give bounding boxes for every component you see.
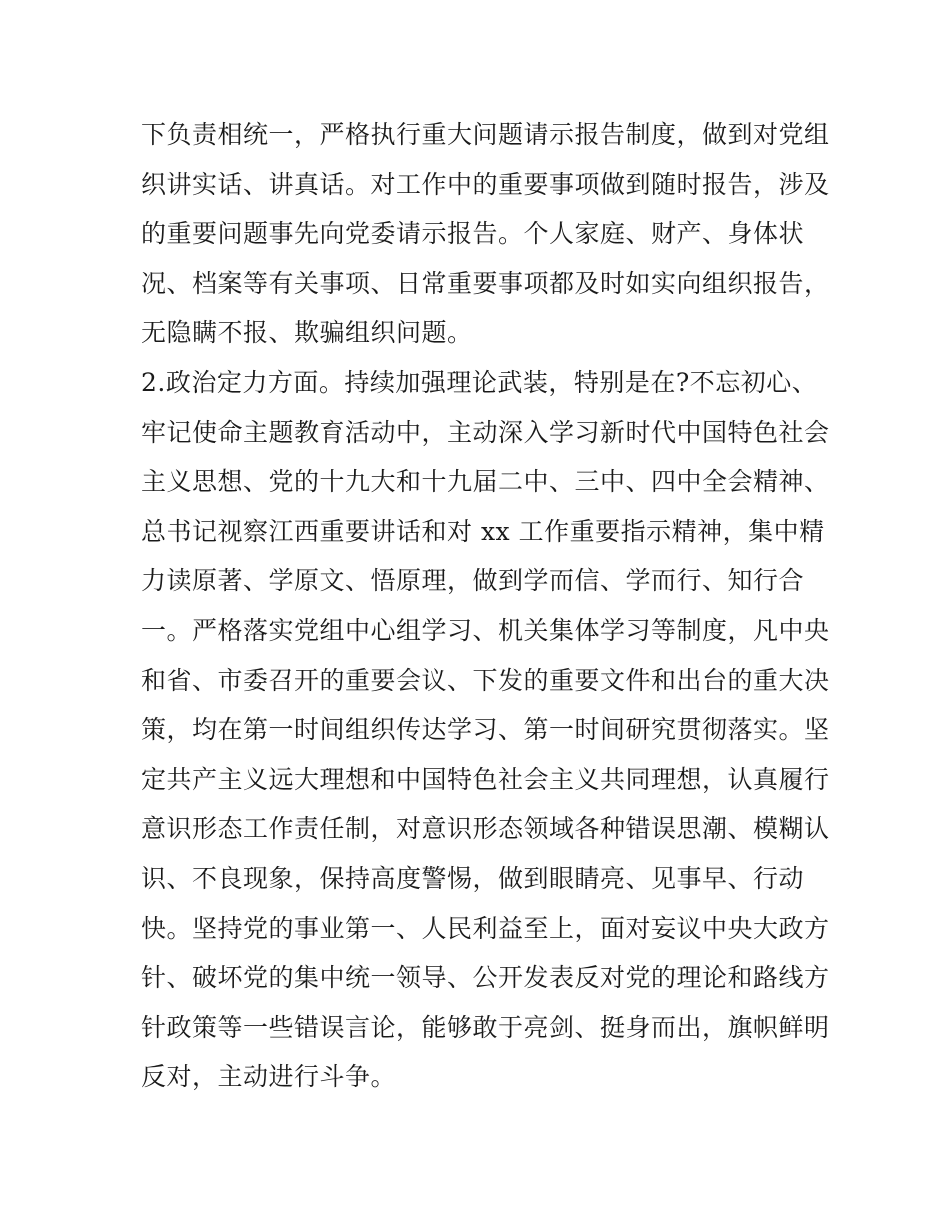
text-line-10: 力读原著、学原文、悟原理，做到学而信、学而行、知行合 xyxy=(141,566,805,596)
section-heading-line: 2.政治定力方面。持续加强理论武装，特别是在?不忘初心、 xyxy=(141,367,818,397)
text-line-13: 策，均在第一时间组织传达学习、第一时间研究贯彻落实。坚 xyxy=(141,715,830,745)
text-line-17: 快。坚持党的事业第一、人民利益至上，面对妄议中央大政方 xyxy=(141,913,830,943)
text-line-20: 反对，主动进行斗争。 xyxy=(141,1062,397,1092)
text-line-3: 的重要问题事先向党委请示报告。个人家庭、财产、身体状 xyxy=(141,219,805,249)
text-line-2: 织讲实话、讲真话。对工作中的重要事项做到随时报告，涉及 xyxy=(141,169,830,199)
text-line-14: 定共产主义远大理想和中国特色社会主义共同理想，认真履行 xyxy=(141,764,830,794)
text-line-1: 下负责相统一，严格执行重大问题请示报告制度，做到对党组 xyxy=(141,120,830,149)
text-line-19: 针政策等一些错误言论，能够敢于亮剑、挺身而出，旗帜鲜明 xyxy=(141,1012,830,1042)
text-line-4: 况、档案等有关事项、日常重要事项都及时如实向组织报告， xyxy=(141,268,830,298)
text-line-18: 针、破坏党的集中统一领导、公开发表反对党的理论和路线方 xyxy=(141,963,830,993)
text-line-5: 无隐瞒不报、欺骗组织问题。 xyxy=(141,318,473,348)
body-text xyxy=(141,110,830,1102)
text-line-7: 牢记使命主题教育活动中，主动深入学习新时代中国特色社会 xyxy=(141,417,830,447)
text-line-11: 一。严格落实党组中心组学习、机关集体学习等制度，凡中央 xyxy=(141,615,830,645)
text-line-8: 主义思想、党的十九大和十九届二中、三中、四中全会精神、 xyxy=(141,467,830,497)
text-line-16: 识、不良现象，保持高度警惕，做到眼睛亮、见事早、行动 xyxy=(141,863,805,893)
text-line-9: 总书记视察江西重要讲话和对 xx 工作重要指示精神，集中精 xyxy=(141,516,825,546)
text-line-15: 意识形态工作责任制，对意识形态领域各种错误思潮、模糊认 xyxy=(141,814,830,844)
text-line-12: 和省、市委召开的重要会议、下发的重要文件和出台的重大决 xyxy=(141,665,830,695)
